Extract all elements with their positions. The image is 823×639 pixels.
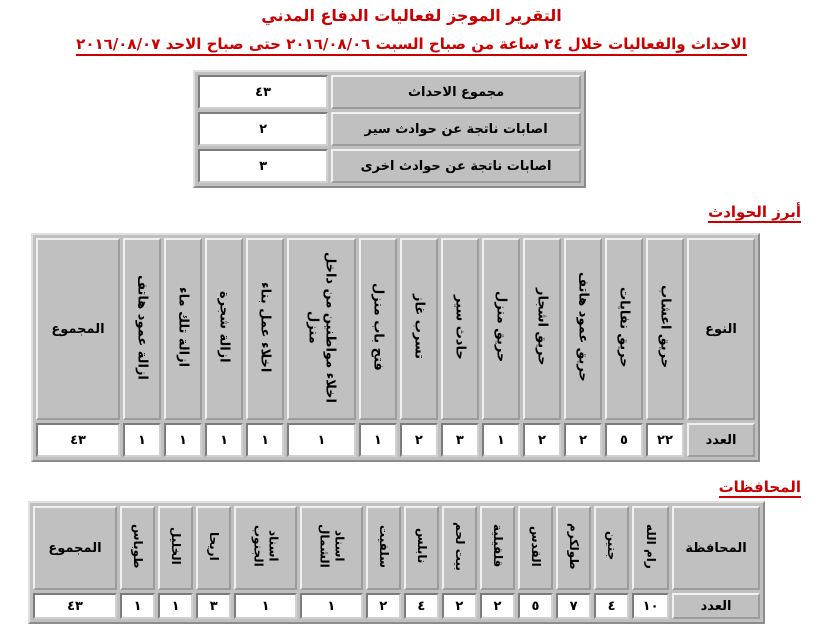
gov-name-cell [404,506,439,590]
events-count-row [36,423,755,457]
summary-value: ٣ [198,149,328,183]
gov-name-cell [518,506,553,590]
events-type-header: النوع [687,238,755,420]
gov-name-cell [594,506,629,590]
gov-count: ٥ [518,593,553,619]
events-type-cell [564,238,602,420]
gov-name-label: بيت لحم [452,521,467,571]
events-type-cell [523,238,561,420]
events-type-cell [123,238,161,420]
gov-count: ١ [234,593,297,619]
events-table [31,233,760,462]
events-type-cell [359,238,397,420]
event-count: ٢ [564,423,602,457]
gov-count-header: العدد [672,593,760,619]
gov-name-label: اريحا [207,531,222,561]
summary-value: ٢ [198,112,328,146]
events-type-cell [605,238,643,420]
events-type-cell [441,238,479,420]
gov-count: ٢ [442,593,477,619]
events-total-value: ٤٣ [36,423,120,457]
event-count: ٢ [523,423,561,457]
event-type-label: ازالة تلك ماء [175,286,191,368]
gov-count: ٢ [480,593,515,619]
events-type-cell [205,238,243,420]
events-type-cell [482,238,520,420]
section-title-events [708,203,801,221]
event-type-label: حريق نفايات [616,286,632,368]
summary-row [198,149,581,183]
gov-total-value: ٤٣ [33,593,117,619]
summary-label: اصابات ناتجة عن حوادث سير [331,112,581,146]
summary-row [198,112,581,146]
event-type-label: فتح باب منزل [370,283,386,371]
summary-label: مجموع الاحداث [331,75,581,109]
summary-value: ٤٣ [198,75,328,109]
event-count: ٢٢ [646,423,684,457]
gov-count: ١ [158,593,193,619]
gov-count: ٤ [594,593,629,619]
event-type-label: حريق اعشاب [657,285,673,369]
gov-name-label: رام الله [644,523,659,569]
gov-name-label: اسناد الشمال [317,524,347,568]
summary-row [198,75,581,109]
event-type-label: حريق عمود هاتف [575,272,591,382]
gov-name-cell [300,506,363,590]
gov-name-label: طوباس [131,523,146,569]
event-count: ١ [246,423,284,457]
governorates-table [28,501,765,624]
gov-name-label: طولكرم [567,522,582,570]
gov-name-label: قلقيلية [490,524,505,568]
event-count: ٣ [441,423,479,457]
event-count: ١ [164,423,202,457]
event-count: ٢ [400,423,438,457]
section-title-events-text: أبرز الحوادث [708,203,801,221]
gov-name-cell [556,506,591,590]
events-type-cell [164,238,202,420]
event-count: ١ [123,423,161,457]
report-title: التقرير الموجز لفعاليات الدفاع المدني [261,6,562,25]
events-type-cell [646,238,684,420]
event-type-label: اخلاء مواطنين من داخل منزل [305,251,338,403]
governorates-count-row [33,593,760,619]
events-type-cell [400,238,438,420]
event-count: ٥ [605,423,643,457]
events-type-cell [287,238,356,420]
event-type-label: ازالة شجرة [216,291,232,363]
event-type-label: حادث سير [452,294,468,360]
section-title-governorates [719,478,801,496]
event-count: ١ [287,423,356,457]
gov-name-cell [442,506,477,590]
event-count: ١ [482,423,520,457]
gov-name-label: جنين [605,531,620,561]
gov-name-label: نابلس [414,528,429,564]
gov-header: المحافظة [672,506,760,590]
gov-name-label: اسناد الجنوب [251,525,281,567]
governorates-header-row [33,506,760,590]
event-type-label: ازالة عمود هاتف [134,274,150,380]
summary-label: اصابات ناتجة عن حوادث اخرى [331,149,581,183]
gov-total-header: المجموع [33,506,117,590]
gov-name-label: سلفيت [376,524,391,568]
gov-name-cell [366,506,401,590]
gov-count: ١ [300,593,363,619]
gov-count: ٢ [366,593,401,619]
events-count-header: العدد [687,423,755,457]
report-subtitle-text: الاحداث والفعاليات خلال ٢٤ ساعة من صباح السبت ٢٠١٦/٠٨/٠٦ حتى صباح الاحد ٢٠١٦/٠٨/٠٧ [76,35,747,56]
gov-name-cell [234,506,297,590]
gov-name-cell [196,506,231,590]
gov-name-cell [120,506,155,590]
event-count: ١ [205,423,243,457]
summary-table [193,70,586,188]
gov-count: ٣ [196,593,231,619]
event-type-label: حريق اشجار [534,288,550,366]
event-type-label: اخلاء عمل بناء [257,281,273,373]
gov-count: ٤ [404,593,439,619]
event-type-label: حريق منزل [493,291,509,363]
event-type-label: تسرب غاز [411,294,427,360]
section-title-governorates-text: المحافظات [718,478,801,496]
gov-name-cell [632,506,669,590]
events-type-cell [246,238,284,420]
gov-name-cell [480,506,515,590]
gov-count: ١ [120,593,155,619]
gov-name-cell [158,506,193,590]
gov-name-label: الخليل [169,527,184,565]
report-subtitle [0,33,823,55]
gov-count: ١٠ [632,593,669,619]
event-count: ١ [359,423,397,457]
events-total-header: المجموع [36,238,120,420]
events-header-row [36,238,755,420]
gov-count: ٧ [556,593,591,619]
gov-name-label: القدس [529,525,543,567]
